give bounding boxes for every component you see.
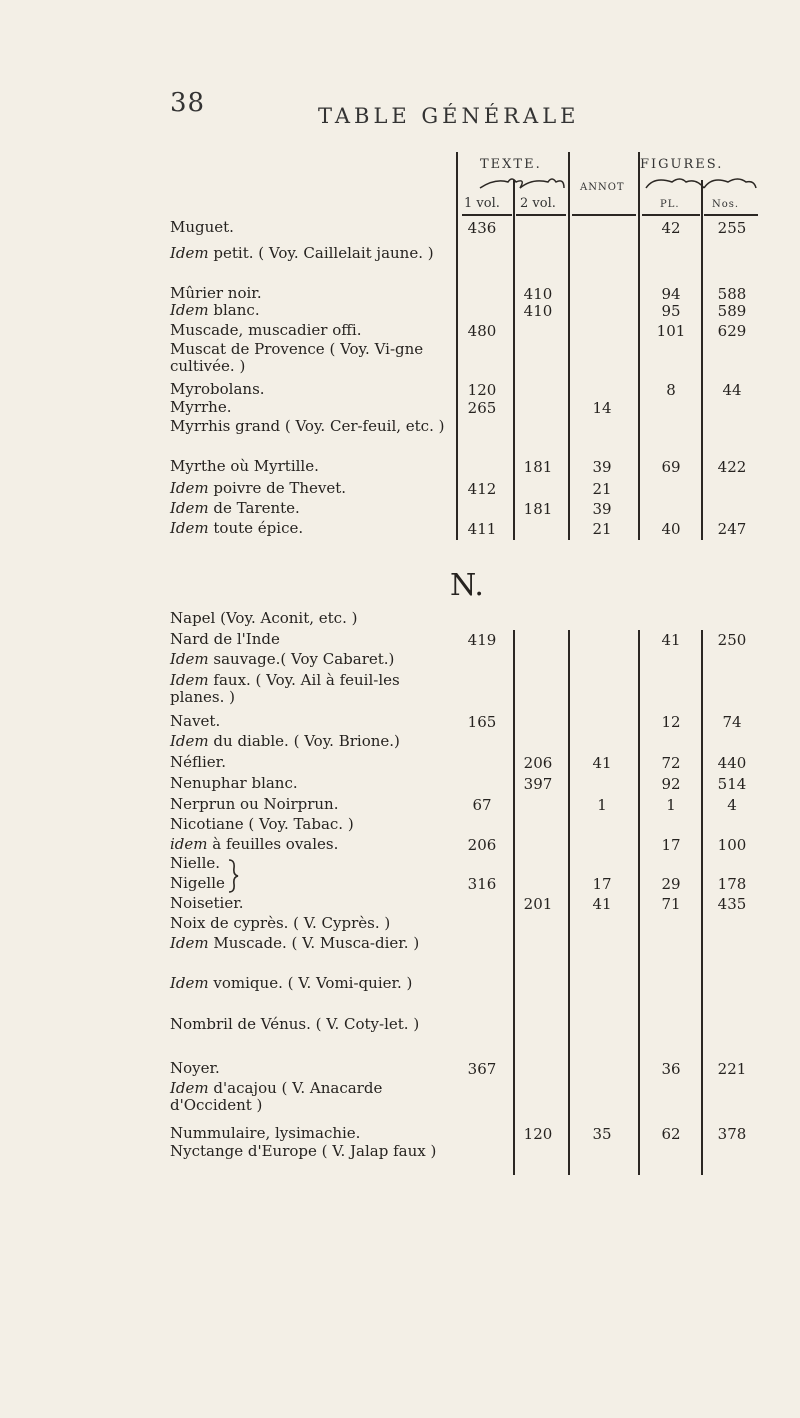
- entry-term: Nard de l'Inde: [170, 630, 280, 648]
- section-letter: N.: [450, 568, 484, 603]
- running-title: TABLE GÉNÉRALE: [318, 104, 580, 128]
- ref-v2: 410: [523, 302, 553, 320]
- ref-no: 629: [717, 322, 747, 340]
- ref-v1: 367: [467, 1060, 497, 1078]
- rule-nos: [704, 214, 758, 216]
- ref-no: 588: [717, 285, 747, 303]
- index-entry: [170, 651, 455, 668]
- rule-vol1: [462, 214, 512, 216]
- entry-term: Muscade, muscadier offi.: [170, 321, 362, 339]
- ref-no: 440: [717, 754, 747, 772]
- index-entry: [170, 796, 455, 813]
- index-entry: [170, 855, 455, 872]
- header-pl: PL.: [660, 199, 680, 210]
- index-entry: [170, 733, 455, 750]
- entry-term: Néflier.: [170, 753, 226, 771]
- index-entry: [170, 285, 455, 302]
- entry-text: Muscade. ( V. Musca-dier. ): [208, 934, 420, 952]
- index-entry: [170, 915, 455, 932]
- ref-no: 435: [717, 895, 747, 913]
- ref-no: 514: [717, 775, 747, 793]
- ref-an: 17: [592, 875, 612, 893]
- ref-pl: 69: [661, 458, 681, 476]
- ref-no: 221: [717, 1060, 747, 1078]
- ref-v1: 265: [467, 399, 497, 417]
- ref-an: 39: [592, 500, 612, 518]
- index-entry: [170, 935, 455, 952]
- ref-no: 178: [717, 875, 747, 893]
- entry-term: Mûrier noir.: [170, 284, 262, 302]
- entry-term: Muscat de Provence ( Voy. Vi-gne cultivée. ): [170, 340, 424, 375]
- ref-no: 74: [722, 713, 742, 731]
- ref-no: 44: [722, 381, 742, 399]
- entry-term: Nerprun ou Noirprun.: [170, 795, 339, 813]
- ref-an: 39: [592, 458, 612, 476]
- index-entry: [170, 713, 455, 730]
- entry-term: Idem: [170, 732, 209, 750]
- entry-text: de Tarente.: [208, 499, 300, 517]
- index-entry: [170, 631, 455, 648]
- entry-text: sauvage.( Voy Cabaret.): [208, 650, 395, 668]
- index-entry: [170, 399, 455, 416]
- index-entry: [170, 975, 455, 992]
- entry-term: Idem: [170, 1079, 209, 1097]
- entry-term: Idem: [170, 244, 209, 262]
- entry-text: toute épice.: [208, 519, 304, 537]
- ref-no: 589: [717, 302, 747, 320]
- entry-term: Nenuphar blanc.: [170, 774, 298, 792]
- index-entry: [170, 245, 455, 262]
- ref-v1: 316: [467, 875, 497, 893]
- index-entry: [170, 1016, 455, 1033]
- entry-term: Idem: [170, 479, 209, 497]
- entry-text: faux. ( Voy. Ail à feuil-les planes. ): [170, 671, 400, 706]
- entry-text: petit. ( Voy. Caillelait jaune. ): [208, 244, 434, 262]
- ref-v1: 206: [467, 836, 497, 854]
- ref-no: 100: [717, 836, 747, 854]
- header-figures: FIGURES.: [640, 157, 724, 172]
- ref-pl: 1: [666, 796, 676, 814]
- page-number: 38: [170, 88, 206, 118]
- ref-v1: 436: [467, 219, 497, 237]
- entry-term: Idem: [170, 934, 209, 952]
- entry-term: Idem: [170, 650, 209, 668]
- ref-no: 378: [717, 1125, 747, 1143]
- column-line: [568, 152, 570, 540]
- index-entry: [170, 1060, 455, 1077]
- index-entry: [170, 418, 455, 435]
- index-entry: [170, 520, 455, 537]
- ref-an: 35: [592, 1125, 612, 1143]
- index-entry: [170, 836, 455, 853]
- ref-an: 1: [597, 796, 607, 814]
- header-braces: [460, 172, 760, 194]
- entry-term: Muguet.: [170, 218, 234, 236]
- ref-v2: 201: [523, 895, 553, 913]
- index-entry: [170, 1080, 455, 1114]
- ref-v2: 397: [523, 775, 553, 793]
- index-entry: [170, 1143, 455, 1160]
- ref-pl: 92: [661, 775, 681, 793]
- entry-term: Myrobolans.: [170, 380, 265, 398]
- ref-v1: 67: [472, 796, 492, 814]
- ref-pl: 94: [661, 285, 681, 303]
- ref-v1: 411: [467, 520, 497, 538]
- ref-v2: 410: [523, 285, 553, 303]
- entry-term: Napel: [170, 609, 216, 627]
- index-entry: [170, 775, 455, 792]
- entry-text: vomique. ( V. Vomi-quier. ): [208, 974, 413, 992]
- entry-term: Idem: [170, 671, 209, 689]
- index-entry: [170, 341, 455, 375]
- rule-pl: [642, 214, 700, 216]
- ref-v1: 480: [467, 322, 497, 340]
- index-entry: [170, 458, 455, 475]
- rule-annot: [572, 214, 636, 216]
- entry-term: Noisetier.: [170, 894, 244, 912]
- ref-v1: 165: [467, 713, 497, 731]
- entry-text: poivre de Thevet.: [208, 479, 347, 497]
- index-entry: [170, 480, 455, 497]
- index-entry: [170, 816, 455, 833]
- index-entry: [170, 875, 455, 892]
- ref-pl: 29: [661, 875, 681, 893]
- entry-text: blanc.: [208, 301, 260, 319]
- index-entry: [170, 1125, 455, 1142]
- index-entry: [170, 895, 455, 912]
- column-line: [456, 152, 458, 540]
- ref-pl: 17: [661, 836, 681, 854]
- ref-no: 4: [727, 796, 737, 814]
- ref-pl: 8: [666, 381, 676, 399]
- ref-v2: 181: [523, 500, 553, 518]
- entry-term: Myrrhis grand ( Voy. Cer-feuil, etc. ): [170, 417, 445, 435]
- entry-term: Nummulaire, lysimachie.: [170, 1124, 361, 1142]
- ref-an: 14: [592, 399, 612, 417]
- column-line: [513, 630, 515, 1175]
- index-entry: [170, 500, 455, 517]
- ref-no: 255: [717, 219, 747, 237]
- column-line: [638, 152, 640, 540]
- header-nos: Nos.: [712, 199, 740, 210]
- entry-text: du diable. ( Voy. Brione.): [208, 732, 400, 750]
- entry-term: Nombril de Vénus. ( V. Coty-let. ): [170, 1015, 420, 1033]
- entry-term: Idem: [170, 499, 209, 517]
- entry-term: Myrthe où Myrtille.: [170, 457, 319, 475]
- entry-term: Navet.: [170, 712, 221, 730]
- entry-text: à feuilles ovales.: [207, 835, 339, 853]
- entry-term: Idem: [170, 974, 209, 992]
- header-annot: ANNOT: [580, 182, 625, 193]
- ref-v1: 419: [467, 631, 497, 649]
- ref-v2: 120: [523, 1125, 553, 1143]
- ref-no: 250: [717, 631, 747, 649]
- index-entry: [170, 219, 455, 236]
- ref-pl: 42: [661, 219, 681, 237]
- ref-v1: 412: [467, 480, 497, 498]
- entry-term: Idem: [170, 519, 209, 537]
- header-vol1: 1 vol.: [464, 196, 500, 211]
- index-entry: [170, 754, 455, 771]
- ref-pl: 72: [661, 754, 681, 772]
- ref-pl: 62: [661, 1125, 681, 1143]
- column-line: [701, 630, 703, 1175]
- entry-term: Nicotiane ( Voy. Tabac. ): [170, 815, 354, 833]
- column-line: [638, 630, 640, 1175]
- ref-no: 247: [717, 520, 747, 538]
- entry-text: d'acajou ( V. Anacarde d'Occident ): [170, 1079, 383, 1114]
- ref-pl: 71: [661, 895, 681, 913]
- ref-an: 21: [592, 520, 612, 538]
- ref-v2: 206: [523, 754, 553, 772]
- index-entry: [170, 610, 455, 627]
- entry-term: Myrrhe.: [170, 398, 232, 416]
- ref-pl: 12: [661, 713, 681, 731]
- entry-term: Noyer.: [170, 1059, 220, 1077]
- ref-pl: 36: [661, 1060, 681, 1078]
- entry-text: (Voy. Aconit, etc. ): [215, 609, 358, 627]
- entry-term: idem: [170, 835, 208, 853]
- entry-term: Nigelle: [170, 874, 225, 892]
- column-line: [568, 630, 570, 1175]
- column-line: [701, 180, 703, 540]
- index-entry: [170, 302, 455, 319]
- ref-pl: 40: [661, 520, 681, 538]
- entry-term: Nyctange d'Europe ( V. Jalap faux ): [170, 1142, 437, 1160]
- entry-term: Noix de cyprès. ( V. Cyprès. ): [170, 914, 391, 932]
- ref-an: 41: [592, 754, 612, 772]
- ref-pl: 41: [661, 631, 681, 649]
- ref-pl: 101: [656, 322, 686, 340]
- column-line: [513, 180, 515, 540]
- ref-v2: 181: [523, 458, 553, 476]
- index-entry: [170, 672, 455, 706]
- entry-term: Idem: [170, 301, 209, 319]
- rule-vol2: [516, 214, 566, 216]
- ref-an: 21: [592, 480, 612, 498]
- ref-no: 422: [717, 458, 747, 476]
- ref-v1: 120: [467, 381, 497, 399]
- index-entry: [170, 381, 455, 398]
- header-vol2: 2 vol.: [520, 196, 556, 211]
- entry-term: Nielle.: [170, 854, 221, 872]
- index-entry: [170, 322, 455, 339]
- ref-an: 41: [592, 895, 612, 913]
- header-texte: TEXTE.: [480, 157, 542, 172]
- ref-pl: 95: [661, 302, 681, 320]
